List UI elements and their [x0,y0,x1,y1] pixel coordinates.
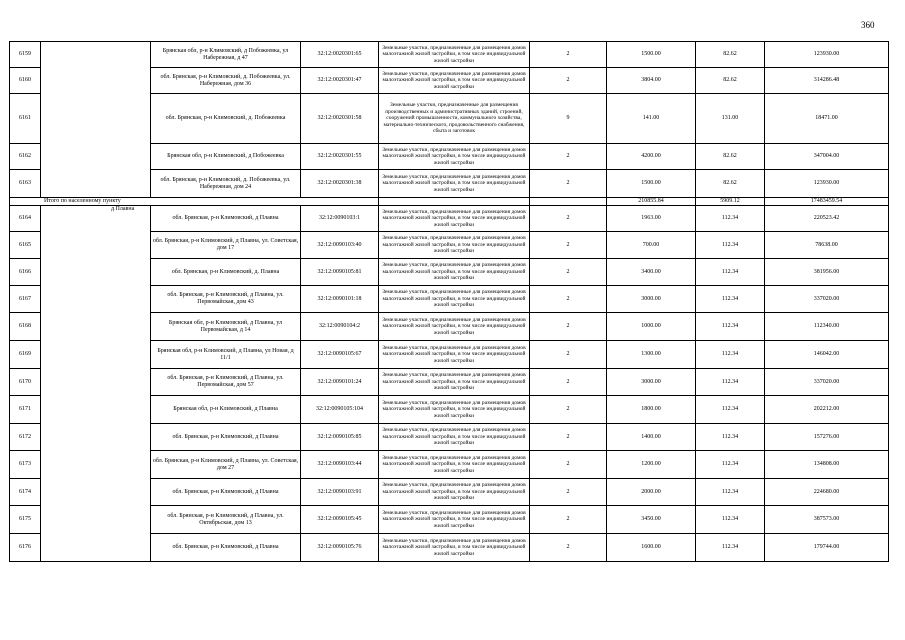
land-use-purpose: Земельные участки, предназначенные для размещения домов малоэтажной жилой застройки, в том числе индивидуальной жилой застройки [379,206,530,232]
purpose-group: 2 [530,424,607,451]
specific-value: 112.34 [696,259,765,286]
land-use-purpose: Земельные участки, предназначенные для размещения домов малоэтажной жилой застройки, в том числе индивидуальной жилой застройки [379,396,530,424]
area-value: 3000.00 [607,286,696,313]
specific-value: 82.62 [696,68,765,94]
total-row [10,198,889,206]
specific-value: 112.34 [696,313,765,341]
area-value: 1800.00 [607,396,696,424]
area-value: 1200.00 [607,451,696,479]
land-use-purpose: Земельные участки, предназначенные для размещения домов малоэтажной жилой застройки, в том числе индивидуальной жилой застройки [379,232,530,259]
cadastral-value: 381956.00 [765,259,889,286]
cadastral-value: 387573.00 [765,506,889,534]
cadastral-value: 146042.00 [765,341,889,369]
specific-value: 112.34 [696,479,765,506]
address-cell: обл. Брянская, р-н Климовский, д. Побожеевка, ул. Набережная, дом 24 [151,170,301,198]
land-use-purpose: Земельные участки, предназначенные для размещения домов малоэтажной жилой застройки, в том числе индивидуальной жилой застройки [379,369,530,396]
specific-value: 112.34 [696,451,765,479]
row-number: 6173 [10,451,41,479]
purpose-group: 2 [530,232,607,259]
cadastral-value: 18471.00 [765,94,889,144]
land-use-purpose: Земельные участки, предназначенные для размещения домов малоэтажной жилой застройки, в том числе индивидуальной жилой застройки [379,424,530,451]
area-value: 3000.00 [607,369,696,396]
address-cell: Брянская обл, р-н Климовский, д Побожеевка [151,144,301,170]
land-use-purpose: Земельные участки, предназначенные для размещения домов малоэтажной жилой застройки, в том числе индивидуальной жилой застройки [379,68,530,94]
row-number: 6168 [10,313,41,341]
land-use-purpose: Земельные участки, предназначенные для размещения домов малоэтажной жилой застройки, в том числе индивидуальной жилой застройки [379,42,530,68]
cadastral-value: 179744.00 [765,534,889,562]
cadastral-value: 220523.42 [765,206,889,232]
cadastral-number: 32:12:0090104:2 [301,313,379,341]
cadastral-number: 32:12:0090105:67 [301,341,379,369]
specific-value: 112.34 [696,206,765,232]
purpose-group: 2 [530,451,607,479]
cadastral-value: 112340.00 [765,313,889,341]
cadastral-value: 347004.00 [765,144,889,170]
area-value: 1500.00 [607,42,696,68]
row-number: 6165 [10,232,41,259]
purpose-group: 2 [530,534,607,562]
area-value: 4200.00 [607,144,696,170]
specific-value: 112.34 [696,396,765,424]
land-use-purpose: Земельные участки, предназначенные для размещения домов малоэтажной жилой застройки, в том числе индивидуальной жилой застройки [379,144,530,170]
table-body-total [10,198,889,206]
land-use-purpose: Земельные участки, предназначенные для размещения домов малоэтажной жилой застройки, в том числе индивидуальной жилой застройки [379,534,530,562]
specific-value: 112.34 [696,286,765,313]
address-cell: обл. Брянская, р-н Климовский, д. Плавна [151,259,301,286]
cadastral-number: 32:12:0090103:91 [301,479,379,506]
address-cell: Брянская обл, р-н Климовский, д Плавна [151,396,301,424]
address-cell: обл. Брянская, р-н Климовский, д Плавна [151,479,301,506]
address-cell: обл. Брянская, р-н Климовский, д Плавна [151,206,301,232]
cadastral-value: 123930.00 [765,170,889,198]
row-number: 6170 [10,369,41,396]
cadastral-value: 314286.48 [765,68,889,94]
row-number: 6175 [10,506,41,534]
total-purpose-cell [379,198,530,206]
land-use-purpose: Земельные участки, предназначенные для размещения домов малоэтажной жилой застройки, в том числе индивидуальной жилой застройки [379,313,530,341]
cadastral-value: 202212.00 [765,396,889,424]
area-value: 3400.00 [607,259,696,286]
address-cell: обл. Брянская, р-н Климовский, д Плавна [151,424,301,451]
cadastral-value: 337020.00 [765,369,889,396]
address-cell: обл. Брянская, р-н Климовский, д Плавна, ул. Первомайская, дом 43 [151,286,301,313]
row-number: 6160 [10,68,41,94]
cadastral-number: 32:12:0090103:40 [301,232,379,259]
cadastral-value: 224680.00 [765,479,889,506]
area-value: 1400.00 [607,424,696,451]
cadastral-number: 32:12:0020301:58 [301,94,379,144]
cadastral-value: 123930.00 [765,42,889,68]
specific-value: 112.34 [696,369,765,396]
cadastral-number: 32:12:0090101:24 [301,369,379,396]
area-value: 1500.00 [607,170,696,198]
purpose-group: 2 [530,506,607,534]
specific-value: 82.62 [696,144,765,170]
address-cell: обл. Брянская, р-н Климовский, д Плавна, ул. Советская, дом 27 [151,451,301,479]
row-number: 6176 [10,534,41,562]
total-area: 210855.84 [607,198,696,206]
address-cell: обл. Брянская, р-н Климовский, д Плавна, ул. Октябрьская, дом 13 [151,506,301,534]
area-value: 1963.00 [607,206,696,232]
total-label: Итого по населенному пункту [10,198,379,206]
table-body-a [10,42,889,198]
row-number: 6174 [10,479,41,506]
cadastral-number: 32:12:0090101:18 [301,286,379,313]
land-use-purpose: Земельные участки, предназначенные для размещения домов малоэтажной жилой застройки, в том числе индивидуальной жилой застройки [379,286,530,313]
purpose-group: 2 [530,369,607,396]
specific-value: 82.62 [696,42,765,68]
purpose-group: 9 [530,94,607,144]
land-use-purpose: Земельные участки, предназначенные для размещения домов малоэтажной жилой застройки, в том числе индивидуальной жилой застройки [379,451,530,479]
area-value: 3804.00 [607,68,696,94]
area-value: 700.00 [607,232,696,259]
purpose-group: 2 [530,42,607,68]
address-cell: обл. Брянская, р-н Климовский, д Плавна, ул. Советская, дом 17 [151,232,301,259]
land-use-purpose: Земельные участки, предназначенные для размещения домов малоэтажной жилой застройки, в том числе индивидуальной жилой застройки [379,506,530,534]
settlement-name: д Плавна [41,206,151,562]
blank-cell [41,42,151,198]
address-cell: обл. Брянская, р-н Климовский, д. Побожеевка, ул. Набережная, дом 36 [151,68,301,94]
cadastral-number: 32:12:0090105:104 [301,396,379,424]
purpose-group: 2 [530,259,607,286]
row-number: 6161 [10,94,41,144]
land-use-purpose: Земельные участки, предназначенные для размещения домов малоэтажной жилой застройки, в том числе индивидуальной жилой застройки [379,341,530,369]
cadastral-number: 32:12:0090105:76 [301,534,379,562]
row-number: 6167 [10,286,41,313]
row-number: 6164 [10,206,41,232]
cadastral-number: 32:12:0020301:47 [301,68,379,94]
cadastral-value: 337020.00 [765,286,889,313]
row-number: 6171 [10,396,41,424]
cadastral-value: 78638.00 [765,232,889,259]
land-use-purpose: Земельные участки, предназначенные для размещения домов малоэтажной жилой застройки, в том числе индивидуальной жилой застройки [379,479,530,506]
cadastral-number: 32:12:0090103:1 [301,206,379,232]
purpose-group: 2 [530,144,607,170]
land-use-purpose: Земельные участки, предназначенные для размещения производственных и административных зданий, строений, сооружений промышленности, коммунального хозяйства, материально-технического, продовольственного снабжения, сбыта и заготовок [379,94,530,144]
cadastral-number: 32:12:0090105:81 [301,259,379,286]
area-value: 3450.00 [607,506,696,534]
address-cell: обл. Брянская, р-н Климовский, д. Побожеевка [151,94,301,144]
page-number: 360 [861,20,875,30]
specific-value: 112.34 [696,232,765,259]
address-cell: Брянская обл, р-н Климовский, д Плавна, ул Новая, д 11/1 [151,341,301,369]
land-use-purpose: Земельные участки, предназначенные для размещения домов малоэтажной жилой застройки, в том числе индивидуальной жилой застройки [379,170,530,198]
area-value: 1300.00 [607,341,696,369]
cadastral-number: 32:12:0090105:45 [301,506,379,534]
purpose-group: 2 [530,479,607,506]
table-row [10,206,889,232]
cadastral-number: 32:12:0020301:38 [301,170,379,198]
row-number: 6162 [10,144,41,170]
row-number: 6163 [10,170,41,198]
total-group-cell [530,198,607,206]
row-number: 6169 [10,341,41,369]
specific-value: 112.34 [696,424,765,451]
area-value: 141.00 [607,94,696,144]
purpose-group: 2 [530,68,607,94]
area-value: 1600.00 [607,534,696,562]
specific-value: 112.34 [696,341,765,369]
address-cell: обл. Брянская, р-н Климовский, д Плавна, ул. Первомайская, дом 57 [151,369,301,396]
specific-value: 112.34 [696,534,765,562]
purpose-group: 2 [530,396,607,424]
purpose-group: 2 [530,206,607,232]
cadastral-number: 32:12:0020301:55 [301,144,379,170]
specific-value: 112.34 [696,506,765,534]
cadastral-number: 32:12:0090103:44 [301,451,379,479]
cadastral-number: 32:12:0090105:85 [301,424,379,451]
cadastral-value: 134808.00 [765,451,889,479]
row-number: 6159 [10,42,41,68]
purpose-group: 2 [530,170,607,198]
address-cell: Брянская обл, р-н Климовский, д Побожеевка, ул Набережная, д 47 [151,42,301,68]
address-cell: обл. Брянская, р-н Климовский, д Плавна [151,534,301,562]
cadastral-value-table [9,41,889,562]
table-body-b [10,206,889,562]
purpose-group: 2 [530,313,607,341]
purpose-group: 2 [530,341,607,369]
specific-value: 131.00 [696,94,765,144]
total-value: 17483459.54 [765,198,889,206]
cadastral-number: 32:12:0020301:65 [301,42,379,68]
area-value: 2000.00 [607,479,696,506]
cadastral-value: 157276.00 [765,424,889,451]
land-use-purpose: Земельные участки, предназначенные для размещения домов малоэтажной жилой застройки, в том числе индивидуальной жилой застройки [379,259,530,286]
total-rate: 5909.12 [696,198,765,206]
area-value: 1000.00 [607,313,696,341]
row-number: 6172 [10,424,41,451]
table-row [10,42,889,68]
specific-value: 82.62 [696,170,765,198]
address-cell: Брянская обл, р-н Климовский, д Плавна, ул Первомайская, д 14 [151,313,301,341]
purpose-group: 2 [530,286,607,313]
row-number: 6166 [10,259,41,286]
